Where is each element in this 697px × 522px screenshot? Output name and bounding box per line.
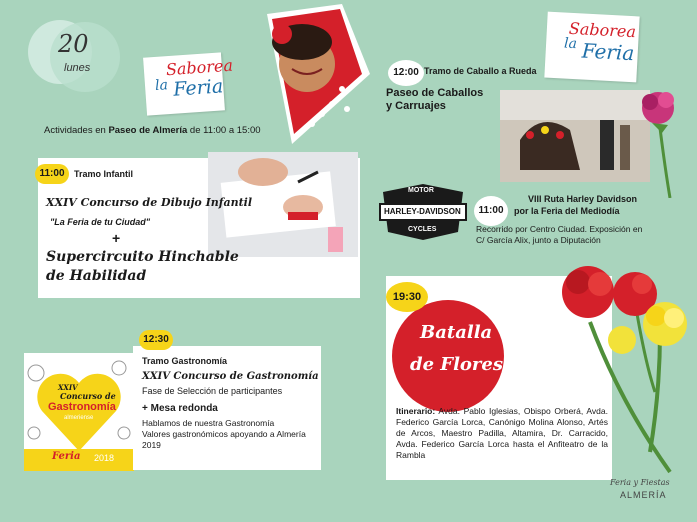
flores-title-line2: de Flores bbox=[410, 354, 503, 375]
infantil-extra-line1: Supercircuito Hinchable bbox=[46, 249, 239, 265]
infantil-plus: + bbox=[112, 230, 121, 246]
gastro-phase: Fase de Selección de participantes bbox=[142, 386, 283, 396]
poster-gastro: Gastronomía bbox=[48, 401, 116, 413]
infantil-extra-line2: de Habilidad bbox=[46, 268, 147, 284]
poster-alm: almeriense bbox=[64, 415, 94, 421]
harley-logo bbox=[378, 182, 468, 242]
infantil-contest: XXIV Concurso de Dibujo Infantil bbox=[46, 196, 253, 209]
flores-time-badge: 19:30 bbox=[386, 282, 428, 312]
gastro-line2: Valores gastronómicos apoyando a Almería bbox=[142, 429, 306, 439]
feria-text-right: Feria bbox=[581, 38, 635, 66]
gastro-round-table: + Mesa redonda bbox=[142, 403, 218, 414]
la-text: la bbox=[154, 77, 169, 95]
poster-concurso: Concurso de bbox=[60, 391, 116, 401]
red-yellow-carnations-illustration bbox=[540, 262, 696, 482]
gastro-contest: XXIV Concurso de Gastronomía bbox=[142, 371, 319, 382]
saborea-flag-left bbox=[143, 52, 234, 115]
caballo-title-line1: Paseo de Caballos bbox=[386, 87, 484, 99]
gastro-heading: Tramo Gastronomía bbox=[142, 356, 228, 366]
pink-carnation-illustration bbox=[632, 88, 692, 198]
feria-text: Feria bbox=[172, 75, 224, 101]
poster-feria: Feria bbox=[52, 451, 81, 462]
harley-logo-name: HARLEY-DAVIDSON bbox=[384, 207, 461, 216]
saborea-text: Saborea bbox=[165, 55, 234, 80]
flamenca-illustration bbox=[262, 4, 372, 154]
infantil-time-badge: 11:00 bbox=[35, 164, 69, 184]
harley-desc-line1: Recorrido por Centro Ciudad. Exposición en bbox=[476, 224, 643, 234]
saborea-flag-right bbox=[544, 12, 639, 83]
harley-title-line2: por la Feria del Mediodía bbox=[514, 206, 620, 216]
gastro-line1: Hablamos de nuestra Gastronomía bbox=[142, 418, 275, 428]
infantil-heading: Tramo Infantil bbox=[74, 169, 134, 179]
harley-time-badge: 11:00 bbox=[472, 194, 510, 228]
la-text-right: la bbox=[563, 35, 578, 53]
gastro-time-badge: 12:30 bbox=[139, 330, 173, 350]
footer-almeria-logo: ALMERÍA bbox=[620, 490, 667, 500]
harley-logo-motor: MOTOR bbox=[408, 187, 434, 194]
harley-title-line1: VIII Ruta Harley Davidson bbox=[528, 194, 638, 204]
harley-desc-line2: C/ García Alix, junto a Diputación bbox=[476, 235, 601, 245]
saborea-text-right: Saborea bbox=[568, 18, 637, 42]
day-name: lunes bbox=[64, 62, 91, 74]
caballo-heading: Tramo de Caballo a Rueda bbox=[424, 66, 537, 76]
activities-line: Actividades en Paseo de Almería de 11:00 a 15:00 bbox=[44, 125, 261, 136]
horse-photo bbox=[500, 90, 650, 182]
flores-itinerary: Itinerario: Avda. Pablo Iglesias, Obispo Orberá, Avda. Federico García Lorca, Canónigo Molina Alonso, Artés de Arcos, Maestro Padilla, Altamira, Dr. Carracido, Avda. Federico García Lorca hasta el Anfiteatro de la Rambla bbox=[396, 406, 608, 460]
gastro-poster bbox=[24, 353, 134, 471]
poster-top: XXIV bbox=[58, 383, 78, 392]
day-number: 20 bbox=[58, 30, 89, 58]
caballo-title-line2: y Carruajes bbox=[386, 100, 446, 112]
harley-logo-cycles: CYCLES bbox=[408, 226, 437, 233]
gastro-line3: 2019 bbox=[142, 440, 161, 450]
flores-title-line1: Batalla bbox=[420, 322, 493, 343]
footer-feria-logo: Feria y Fiestas bbox=[610, 478, 670, 487]
poster-year: 2018 bbox=[94, 453, 115, 463]
caballo-time-badge: 12:00 bbox=[386, 58, 426, 88]
infantil-subtitle: "La Feria de tu Ciudad" bbox=[50, 217, 151, 227]
